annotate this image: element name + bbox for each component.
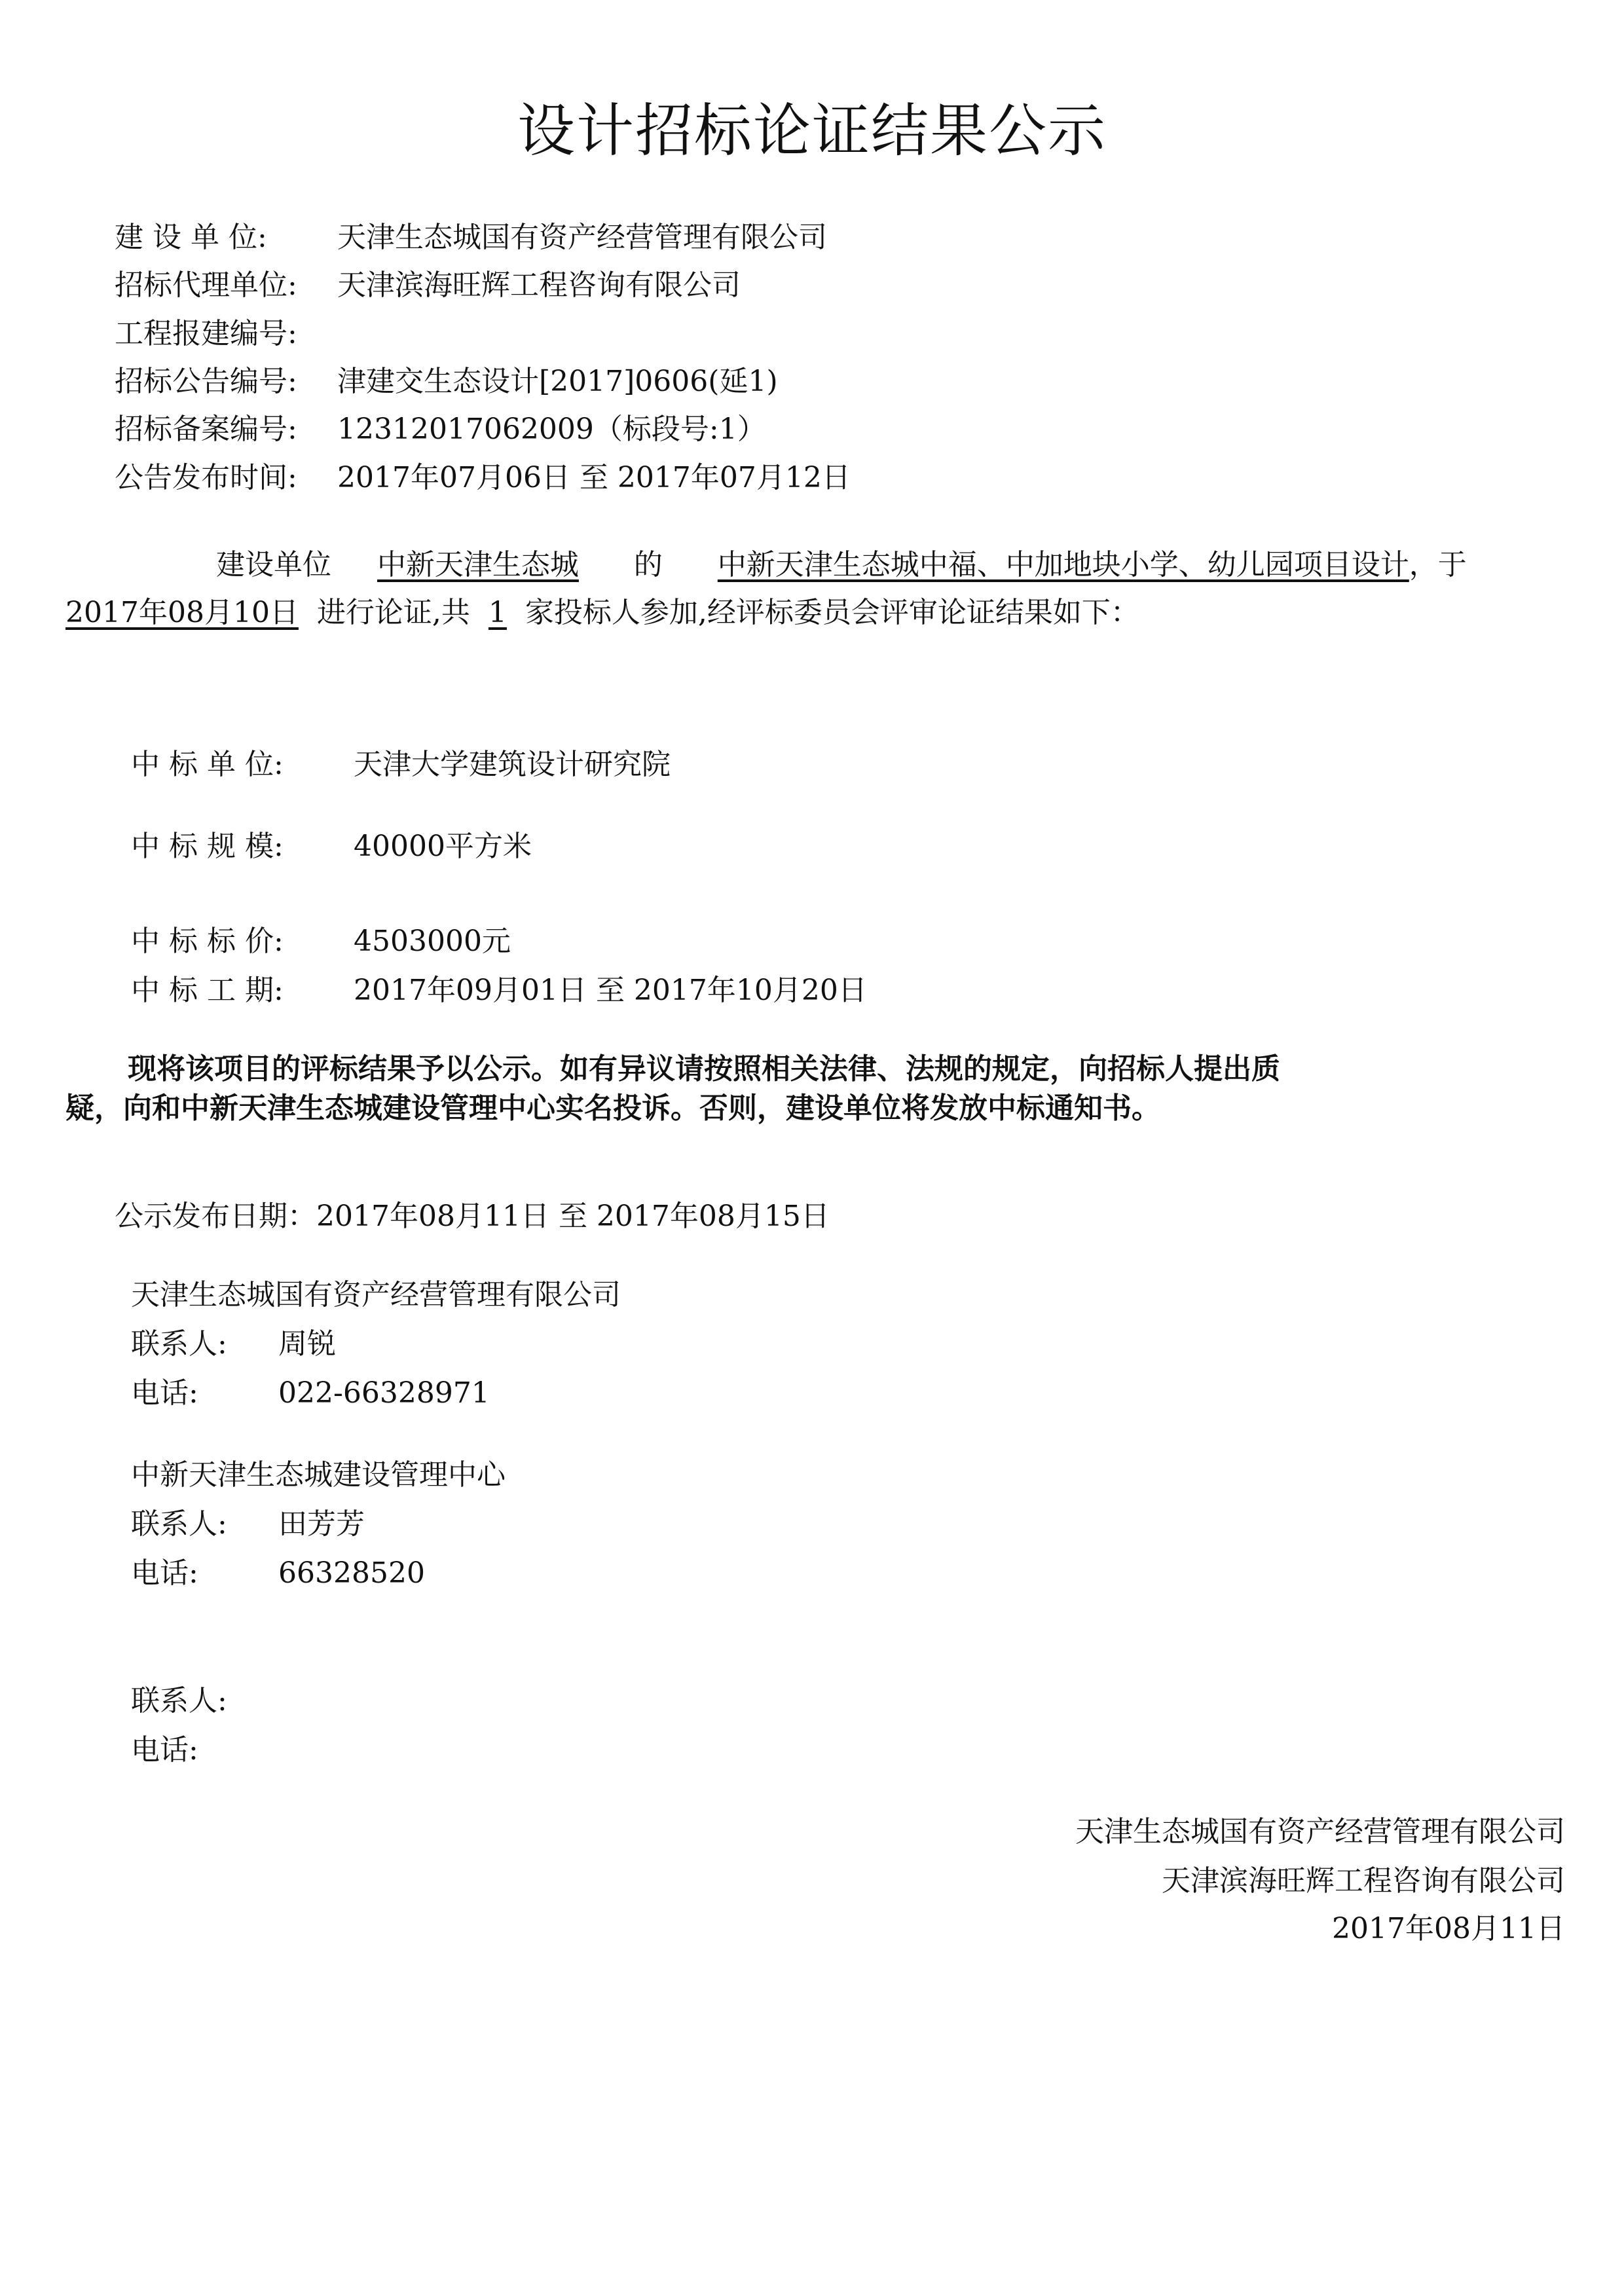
paragraph-text: ，于	[1409, 548, 1467, 581]
contact-person-row-1	[131, 1326, 336, 1363]
contact-phone: 66328520	[278, 1556, 425, 1590]
result-label: 中 标 工 期:	[131, 974, 284, 1007]
info-value: 2017年07月06日 至 2017年07月12日	[337, 461, 851, 494]
result-value: 2017年09月01日 至 2017年10月20日	[354, 974, 867, 1007]
info-row-agent	[115, 267, 741, 304]
contact-person-row-3	[131, 1683, 278, 1719]
contact-person-label: 联系人:	[131, 1507, 227, 1541]
result-row-period	[131, 972, 867, 1009]
paragraph-text: 建设单位	[216, 548, 331, 581]
contact-person: 田芳芳	[278, 1507, 365, 1541]
review-date: 2017年08月10日	[65, 596, 299, 629]
paragraph-text: 进行论证,共	[316, 596, 470, 629]
info-label: 招标公告编号:	[115, 365, 297, 398]
contact-person-label: 联系人:	[131, 1327, 227, 1361]
contact-org-1: 天津生态城国有资产经营管理有限公司	[131, 1278, 621, 1312]
contact-phone-label: 电话:	[131, 1376, 198, 1410]
bidder-count: 1	[488, 596, 507, 629]
contact-phone-row-3	[131, 1732, 278, 1769]
info-row-project-code	[115, 316, 337, 352]
signature-org-2: 天津滨海旺辉工程咨询有限公司	[1162, 1864, 1565, 1898]
builder-unit: 中新天津生态城	[377, 548, 579, 581]
paragraph-line-1	[216, 547, 1467, 583]
result-row-price	[131, 923, 511, 960]
result-value: 天津大学建筑设计研究院	[354, 748, 671, 781]
contact-phone-label: 电话:	[131, 1556, 198, 1590]
result-label: 中 标 标 价:	[131, 925, 284, 958]
info-value: 津建交生态设计[2017]0606(延1)	[337, 365, 778, 398]
info-value: 天津滨海旺辉工程咨询有限公司	[337, 268, 741, 302]
info-label: 建 设 单 位:	[115, 221, 267, 254]
notice-line-2: 疑，向和中新天津生态城建设管理中心实名投诉。否则，建设单位将发放中标通知书。	[65, 1092, 1160, 1125]
result-row-scale	[131, 828, 532, 865]
result-value: 4503000元	[354, 925, 511, 958]
info-row-notice-time	[115, 460, 851, 496]
contact-org-2: 中新天津生态城建设管理中心	[131, 1458, 506, 1492]
info-row-notice-number	[115, 363, 778, 400]
paragraph-line-2	[65, 595, 1139, 631]
info-value: 12312017062009（标段号:1）	[337, 413, 766, 446]
paragraph-text: 的	[633, 548, 663, 581]
contact-phone-row-1	[131, 1375, 490, 1412]
notice-line-1: 现将该项目的评标结果予以公示。如有异议请按照相关法律、法规的规定，向招标人提出质	[128, 1052, 1280, 1086]
info-value: 天津生态城国有资产经营管理有限公司	[337, 221, 827, 254]
contact-person: 周锐	[278, 1327, 336, 1361]
contact-person-label: 联系人:	[131, 1684, 227, 1717]
info-label: 公告发布时间:	[115, 461, 297, 494]
result-value: 40000平方米	[354, 830, 532, 863]
publish-date: 公示发布日期：2017年08月11日 至 2017年08月15日	[115, 1200, 830, 1233]
project-name: 中新天津生态城中福、中加地块小学、幼儿园项目设计	[717, 548, 1409, 581]
contact-phone-row-2	[131, 1555, 425, 1592]
result-label: 中 标 单 位:	[131, 748, 284, 781]
info-row-record-number	[115, 411, 766, 448]
document-title: 设计招标论证结果公示	[517, 97, 1107, 164]
signature-org-1: 天津生态城国有资产经营管理有限公司	[1075, 1815, 1565, 1848]
signature-date: 2017年08月11日	[1332, 1912, 1565, 1945]
contact-phone-label: 电话:	[131, 1733, 198, 1767]
paragraph-text: 家投标人参加,经评标委员会评审论证结果如下：	[525, 596, 1139, 629]
contact-phone: 022-66328971	[278, 1376, 490, 1410]
info-row-builder	[115, 219, 827, 256]
result-row-winner	[131, 746, 671, 783]
info-label: 招标代理单位:	[115, 268, 297, 302]
contact-person-row-2	[131, 1506, 365, 1543]
result-label: 中 标 规 模:	[131, 830, 284, 863]
info-label: 招标备案编号:	[115, 413, 297, 446]
info-label: 工程报建编号:	[115, 317, 297, 350]
